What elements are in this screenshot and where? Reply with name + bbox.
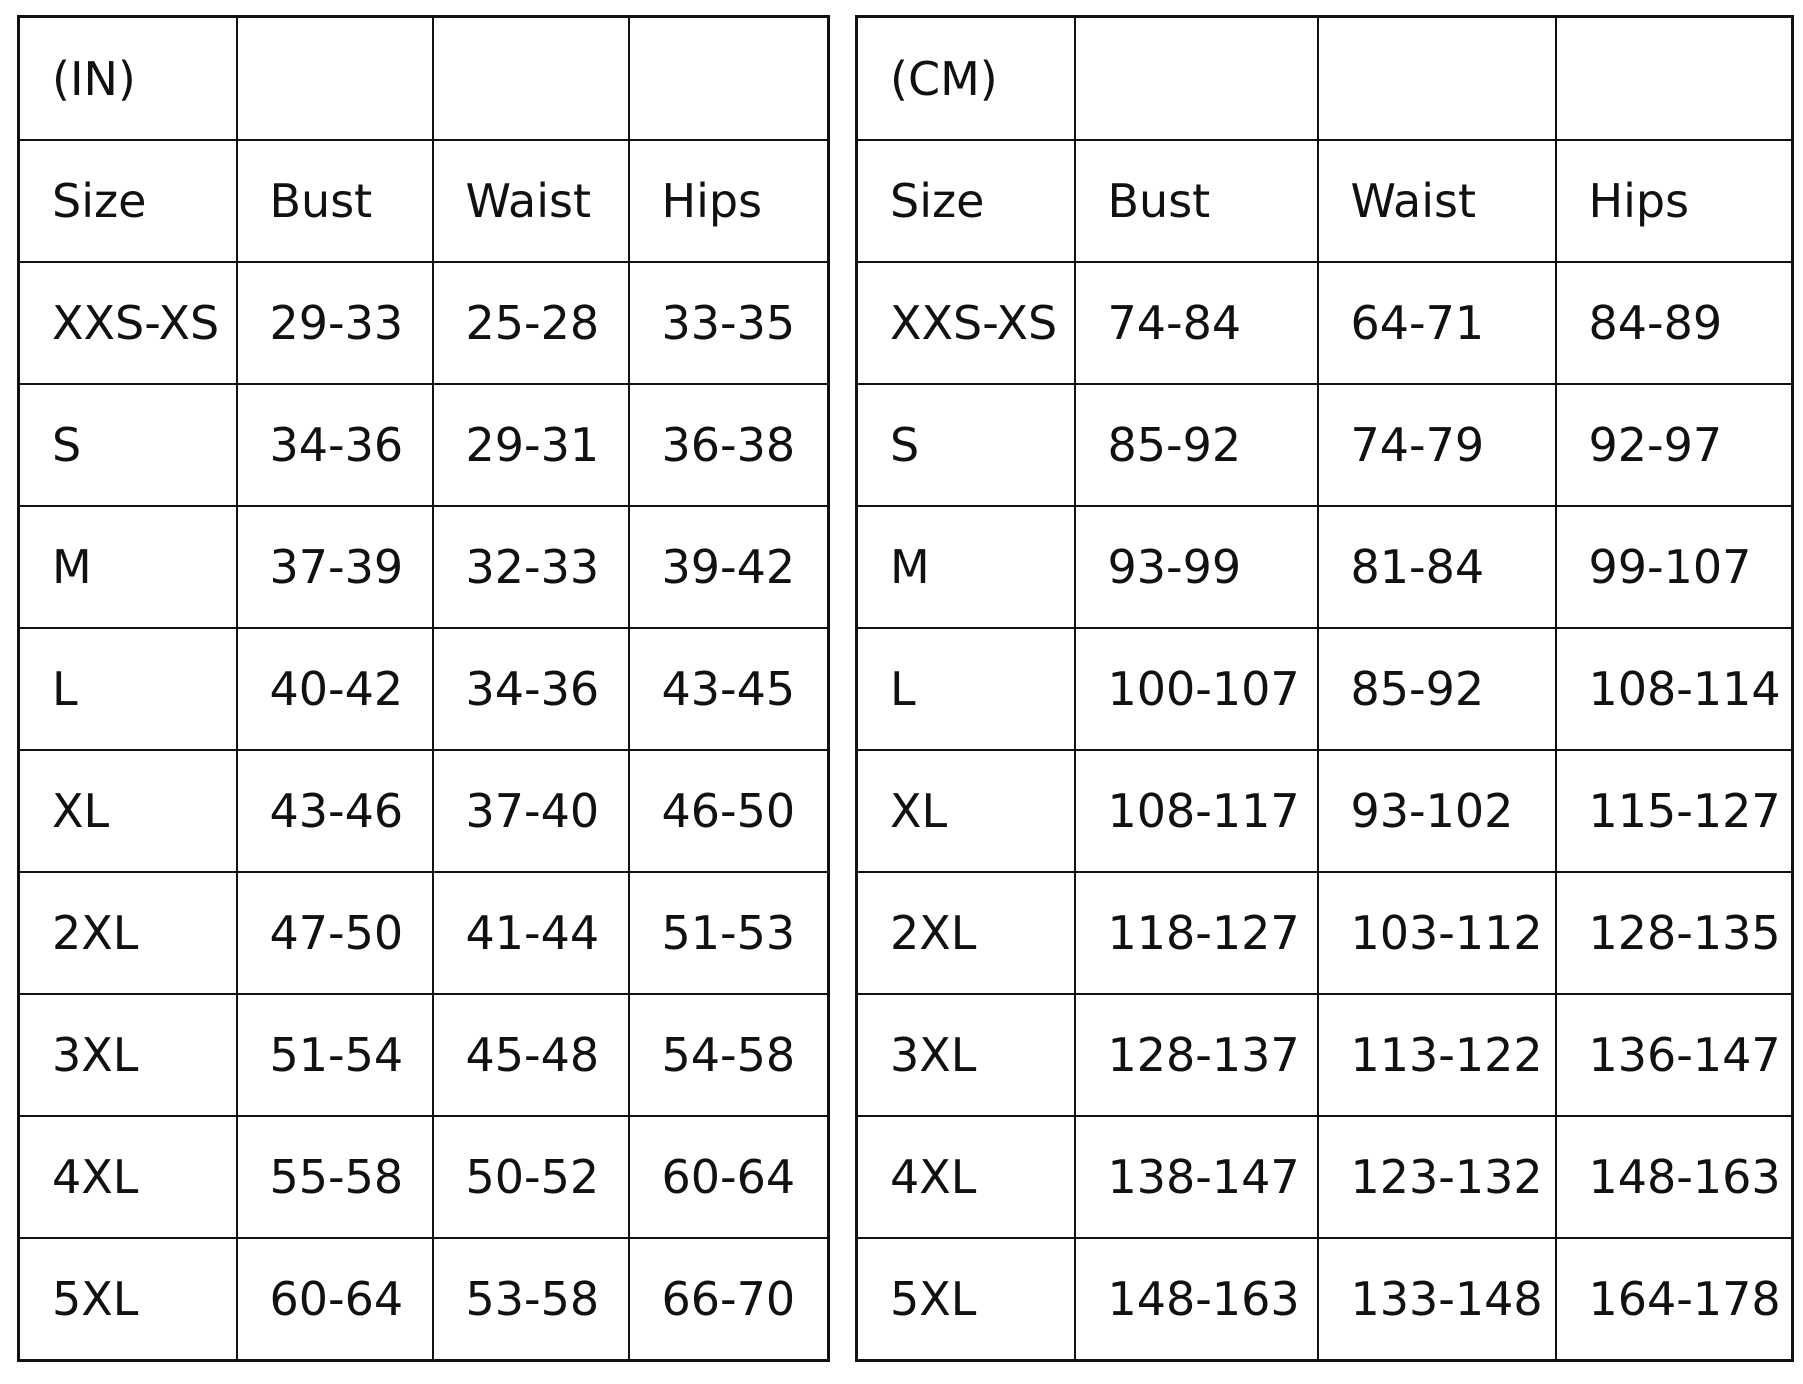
column-header-hips: Hips bbox=[629, 140, 829, 262]
measurement-cell-waist: 41-44 bbox=[433, 872, 629, 994]
measurement-cell-waist: 103-112 bbox=[1318, 872, 1556, 994]
size-cell: 2XL bbox=[19, 872, 237, 994]
measurement-cell-hips: 60-64 bbox=[629, 1116, 829, 1238]
table-row bbox=[19, 1116, 829, 1238]
column-header-waist: Waist bbox=[1318, 140, 1556, 262]
size-cell: 3XL bbox=[857, 994, 1075, 1116]
table-row bbox=[857, 1116, 1793, 1238]
column-header-hips: Hips bbox=[1556, 140, 1793, 262]
table-row bbox=[19, 384, 829, 506]
size-cell: M bbox=[857, 506, 1075, 628]
table-row bbox=[19, 994, 829, 1116]
table-row bbox=[857, 1238, 1793, 1361]
measurement-cell-bust: 118-127 bbox=[1075, 872, 1318, 994]
table-row bbox=[19, 628, 829, 750]
header-row bbox=[19, 140, 829, 262]
size-cell: 3XL bbox=[19, 994, 237, 1116]
size-chart-centimeters-body bbox=[857, 17, 1793, 1361]
measurement-cell-bust: 148-163 bbox=[1075, 1238, 1318, 1361]
measurement-cell-waist: 25-28 bbox=[433, 262, 629, 384]
table-row bbox=[19, 262, 829, 384]
unit-row bbox=[857, 17, 1793, 141]
measurement-cell-waist: 53-58 bbox=[433, 1238, 629, 1361]
table-row bbox=[857, 384, 1793, 506]
size-cell: XXS-XS bbox=[857, 262, 1075, 384]
measurement-cell-hips: 128-135 bbox=[1556, 872, 1793, 994]
measurement-cell-bust: 74-84 bbox=[1075, 262, 1318, 384]
size-cell: 2XL bbox=[857, 872, 1075, 994]
header-row bbox=[857, 140, 1793, 262]
column-header-bust: Bust bbox=[237, 140, 433, 262]
measurement-cell-hips: 148-163 bbox=[1556, 1116, 1793, 1238]
measurement-cell-hips: 46-50 bbox=[629, 750, 829, 872]
measurement-cell-waist: 50-52 bbox=[433, 1116, 629, 1238]
measurement-cell-hips: 51-53 bbox=[629, 872, 829, 994]
empty-cell bbox=[629, 17, 829, 141]
measurement-cell-bust: 34-36 bbox=[237, 384, 433, 506]
empty-cell bbox=[1556, 17, 1793, 141]
measurement-cell-bust: 85-92 bbox=[1075, 384, 1318, 506]
measurement-cell-waist: 74-79 bbox=[1318, 384, 1556, 506]
empty-cell bbox=[1318, 17, 1556, 141]
size-cell: S bbox=[857, 384, 1075, 506]
measurement-cell-waist: 64-71 bbox=[1318, 262, 1556, 384]
table-row bbox=[857, 872, 1793, 994]
table-row bbox=[857, 750, 1793, 872]
measurement-cell-waist: 85-92 bbox=[1318, 628, 1556, 750]
measurement-cell-bust: 51-54 bbox=[237, 994, 433, 1116]
size-chart-inches-body bbox=[19, 17, 829, 1361]
size-cell: S bbox=[19, 384, 237, 506]
table-row bbox=[19, 506, 829, 628]
measurement-cell-waist: 29-31 bbox=[433, 384, 629, 506]
empty-cell bbox=[1075, 17, 1318, 141]
size-cell: 5XL bbox=[857, 1238, 1075, 1361]
measurement-cell-waist: 32-33 bbox=[433, 506, 629, 628]
measurement-cell-hips: 43-45 bbox=[629, 628, 829, 750]
table-row bbox=[857, 628, 1793, 750]
measurement-cell-waist: 133-148 bbox=[1318, 1238, 1556, 1361]
measurement-cell-bust: 43-46 bbox=[237, 750, 433, 872]
measurement-cell-bust: 37-39 bbox=[237, 506, 433, 628]
measurement-cell-bust: 108-117 bbox=[1075, 750, 1318, 872]
measurement-cell-bust: 128-137 bbox=[1075, 994, 1318, 1116]
unit-label: (CM) bbox=[857, 17, 1075, 141]
column-header-bust: Bust bbox=[1075, 140, 1318, 262]
measurement-cell-bust: 55-58 bbox=[237, 1116, 433, 1238]
size-cell: XL bbox=[19, 750, 237, 872]
size-cell: 4XL bbox=[19, 1116, 237, 1238]
measurement-cell-hips: 108-114 bbox=[1556, 628, 1793, 750]
size-cell: XXS-XS bbox=[19, 262, 237, 384]
empty-cell bbox=[237, 17, 433, 141]
size-chart-inches bbox=[17, 15, 830, 1362]
measurement-cell-bust: 29-33 bbox=[237, 262, 433, 384]
table-row bbox=[19, 750, 829, 872]
unit-label: (IN) bbox=[19, 17, 237, 141]
measurement-cell-bust: 47-50 bbox=[237, 872, 433, 994]
table-row bbox=[857, 506, 1793, 628]
size-cell: M bbox=[19, 506, 237, 628]
measurement-cell-waist: 113-122 bbox=[1318, 994, 1556, 1116]
table-row bbox=[857, 262, 1793, 384]
measurement-cell-hips: 164-178 bbox=[1556, 1238, 1793, 1361]
column-header-size: Size bbox=[857, 140, 1075, 262]
column-header-size: Size bbox=[19, 140, 237, 262]
empty-cell bbox=[433, 17, 629, 141]
measurement-cell-bust: 93-99 bbox=[1075, 506, 1318, 628]
measurement-cell-hips: 115-127 bbox=[1556, 750, 1793, 872]
measurement-cell-hips: 54-58 bbox=[629, 994, 829, 1116]
measurement-cell-bust: 138-147 bbox=[1075, 1116, 1318, 1238]
size-cell: 5XL bbox=[19, 1238, 237, 1361]
measurement-cell-waist: 123-132 bbox=[1318, 1116, 1556, 1238]
column-header-waist: Waist bbox=[433, 140, 629, 262]
measurement-cell-bust: 40-42 bbox=[237, 628, 433, 750]
measurement-cell-hips: 36-38 bbox=[629, 384, 829, 506]
table-row bbox=[19, 872, 829, 994]
measurement-cell-hips: 66-70 bbox=[629, 1238, 829, 1361]
measurement-cell-hips: 136-147 bbox=[1556, 994, 1793, 1116]
measurement-cell-waist: 37-40 bbox=[433, 750, 629, 872]
measurement-cell-hips: 33-35 bbox=[629, 262, 829, 384]
measurement-cell-waist: 93-102 bbox=[1318, 750, 1556, 872]
size-cell: L bbox=[19, 628, 237, 750]
size-cell: L bbox=[857, 628, 1075, 750]
measurement-cell-hips: 39-42 bbox=[629, 506, 829, 628]
measurement-cell-waist: 34-36 bbox=[433, 628, 629, 750]
table-row bbox=[19, 1238, 829, 1361]
measurement-cell-waist: 81-84 bbox=[1318, 506, 1556, 628]
measurement-cell-waist: 45-48 bbox=[433, 994, 629, 1116]
table-row bbox=[857, 994, 1793, 1116]
measurement-cell-hips: 92-97 bbox=[1556, 384, 1793, 506]
size-cell: XL bbox=[857, 750, 1075, 872]
measurement-cell-bust: 60-64 bbox=[237, 1238, 433, 1361]
unit-row bbox=[19, 17, 829, 141]
measurement-cell-hips: 84-89 bbox=[1556, 262, 1793, 384]
measurement-cell-bust: 100-107 bbox=[1075, 628, 1318, 750]
size-chart-centimeters bbox=[855, 15, 1794, 1362]
measurement-cell-hips: 99-107 bbox=[1556, 506, 1793, 628]
size-cell: 4XL bbox=[857, 1116, 1075, 1238]
